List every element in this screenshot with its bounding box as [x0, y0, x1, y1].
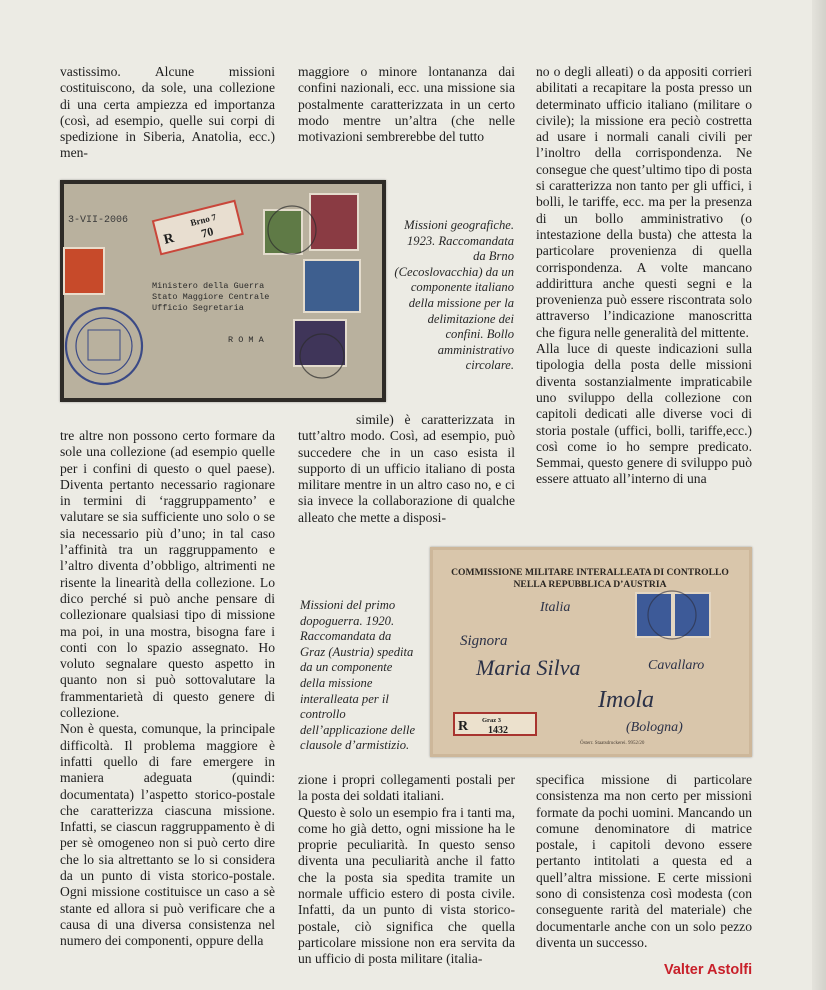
- col2-bottom: [298, 772, 515, 968]
- reg-number: 70: [199, 224, 215, 241]
- col2-top: [298, 64, 515, 145]
- col1-top: [60, 64, 275, 162]
- handwriting: Signora: [460, 633, 508, 649]
- reg-letter: R: [162, 230, 176, 248]
- handwriting: Maria Silva: [476, 655, 581, 680]
- col2-mid: [298, 412, 515, 526]
- reg-letter: R: [458, 719, 469, 734]
- paragraph: vastissimo. Alcune missioni costituiscono, da sole, una collezione di una certa ampiezza ed importanza (così, ad esempio, quelle sui corpi di spedizione in Siberia, Anatolia, ecc.) men-: [60, 64, 275, 161]
- page-edge: [812, 0, 826, 990]
- col3-bottom: [536, 772, 752, 951]
- handwriting: Imola: [598, 687, 654, 713]
- address-line: Stato Maggiore Centrale: [152, 292, 270, 302]
- col1-mid: [60, 428, 275, 950]
- handwriting: (Bologna): [626, 720, 683, 735]
- paragraph: no o degli alleati) o da appositi corrieri abilitati a recapitare la posta presso un determinato ufficio italiano (militare o civile); la missione era peciò costretta ad usare i normali canali civili per l’inoltro della corrispondenza. Ne consegue che quest’ultimo tipo di posta si caratterizza non tanto per gli uffici, i bolli, le tariffe, ecc. ma per la presenza di un bollo amministrativo (o intestazione della busta) che attesta la particolare provenienza di quella corrispondenza. A volte mancano addirittura anche questi segni e la provenienza può essere riscontrata solo attraverso l’indicazione manoscritta che figura nelle generalità del mittente.: [536, 64, 752, 340]
- paragraph: maggiore o minore lontananza dai confini nazionali, ecc. una missione sia postalmente caratterizzata in un certo modo mentre un’altra (che nelle motivazioni sembrerebbe del tutto: [298, 64, 515, 145]
- figure1-caption: Missioni geografiche. 1923. Raccomandata da Brno (Cecoslovacchia) da un componente italiano della missione per la delimitazione dei confini. Bollo amministrativo circolare.: [394, 218, 514, 373]
- address-line: Ufficio Segretaria: [152, 303, 244, 313]
- paragraph: zione i propri collegamenti postali per la posta dei soldati italiani.: [298, 772, 515, 804]
- figure2-cover-photo: [430, 547, 752, 757]
- printer-mark: Österr. Staatsdruckerei. 9952/20: [580, 741, 645, 746]
- letterhead-line2: NELLA REPUBBLICA D’AUSTRIA: [513, 579, 667, 590]
- letterhead-line1: COMMISSIONE MILITARE INTERALLEATA DI CONTROLLO: [451, 567, 729, 578]
- paragraph: tre altre non possono certo formare da sole una collezione (ad esempio quelle per i confini di questo o quel paese). Diventa pertanto necessario ragionare in termini di ‘raggruppamento’ e valutare se sia sufficiente uno solo o se sia necessario più d’uno; in tal caso l’affinità tra un raggruppamento e l’altro diventa d’obbligo, altrimenti ne risente la linearità della collezione. Lo dico perché si può anche pensare di collezionare qualsiasi tipo di missione ma poi, in una mostra, bisogna fare i conti con lo spazio assegnato. Ho voluto segnalare questo aspetto in quanto non si può sottovalutare la frammentarietà di questo genere di collezione.: [60, 428, 275, 721]
- address-line: Ministero della Guerra: [152, 281, 265, 291]
- paragraph: specifica missione di particolare consistenza ma non certo per missioni formate da pochi uomini. Mancando un comune denominatore di matrice postale, i capitoli devono essere pertanto intitolati a questa ed a quell’altra missione. E certe missioni sono di consistenza così modesta (con conseguente rarità del materiale) che documentarle anche con un solo pezzo diventa un successo.: [536, 772, 752, 950]
- address-line: R O M A: [228, 335, 264, 345]
- paragraph: Non è questa, comunque, la principale difficoltà. Il problema maggiore è infatti quello di fare emergere in maniera adeguata (quindi: documentata) l’aspetto storico-postale che caratterizza ciascuna missione. Infatti, se ciascun raggruppamento è di per sè omogeneo non si può certo dire che lo sia altrettanto se lo si considera da un punto di vista storico-postale. Ogni missione costituisce un caso a sè stante ed allora si può verificare che a causa di una diversa consistenza nel numero dei componenti, oppure della: [60, 721, 275, 949]
- paragraph: Questo è solo un esempio fra i tanti ma, come ho già detto, ogni missione ha le proprie peculiarità. In questo senso diventa una peculiarità anche il fatto che la posta sia spedita tramite un normale ufficio estero di posta civile. Infatti, da un punto di vista storico-postale, ciò significa che quella particolare missione non era servita da un ufficio di posta militare (italia-: [298, 804, 515, 967]
- figure1-cover-photo: [60, 180, 386, 402]
- paragraph: simile) è caratterizzata in tutt’altro modo. Così, ad esempio, può succedere che in un caso esista il supporto di un ufficio italiano di posta militare mentre in un altro caso no, e ci sia invece la collaborazione di qualche alleato che mette a disposi-: [298, 412, 515, 525]
- handwriting: Italia: [540, 600, 571, 615]
- reg-number: 1432: [488, 725, 508, 736]
- paragraph: Alla luce di queste indicazioni sulla tipologia della posta delle missioni diventa sostanzialmente impraticabile uno sviluppo della collezione con capitoli dedicati alle diverse voci di storia postale (uffici, bolli, tariffe,ecc.) così come io ho sempre predicato. Semmai, questo genere di sviluppo può essere attuato all’interno di una: [536, 341, 752, 487]
- date-stamp: 3-VII-2006: [68, 215, 129, 226]
- handwriting: Cavallaro: [648, 658, 705, 673]
- author-name: Valter Astolfi: [664, 962, 753, 978]
- reg-label: Brno 7: [189, 211, 218, 228]
- col3-top: [536, 64, 752, 488]
- reg-label: Graz 3: [482, 717, 501, 724]
- figure2-caption: Missioni del primo dopoguerra. 1920. Raccomandata da Graz (Austria) spedita da un componente della missione interalleata per il controllo dell’applicazione delle clausole d’armistizio.: [300, 598, 416, 753]
